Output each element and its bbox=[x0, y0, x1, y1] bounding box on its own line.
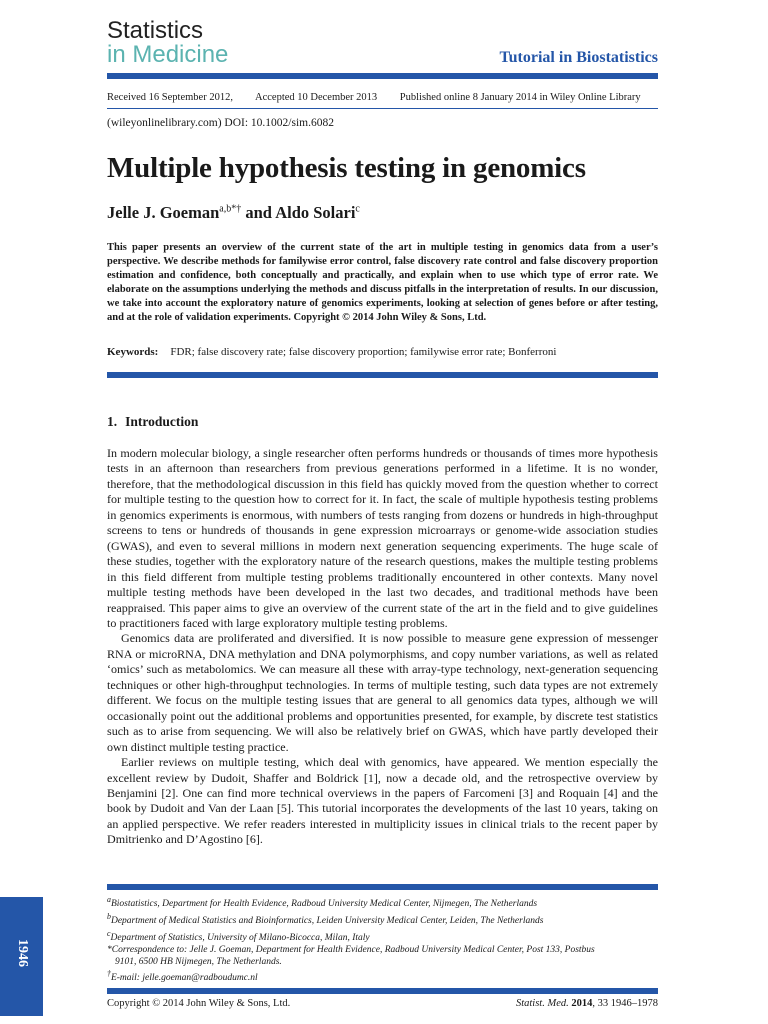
footnote-text: Department of Statistics, University of Milano-Bicocca, Milan, Italy bbox=[110, 933, 370, 944]
received-date: Received 16 September 2012, bbox=[107, 92, 233, 103]
keywords bbox=[107, 346, 556, 358]
footnote-text: Department of Medical Statistics and Bioinformatics, Leiden University Medical Center, Leiden, The Netherlands bbox=[110, 916, 544, 927]
author-affiliation: a,b*† bbox=[219, 203, 242, 215]
author-name: Aldo Solari bbox=[275, 203, 356, 222]
pubinfo-rule bbox=[107, 108, 658, 109]
paragraph: Genomics data are proliferated and diversified. It is now possible to measure gene expression of messenger RNA or microRNA, DNA methylation and DNA polymorphisms, and copy number variations, as well as related ‘omics’ such as metabolomics. We can measure all these with array-type technology, next-generation sequencing techniques or other high-throughput technologies. In terms of multiple testing, such data types are not extremely different. We focus on the multiple testing issues that are general to all genomics data types, although we will occasionally point out the additional problems and opportunities presented, for example, by discrete test statistics such as to arise from sequencing. We will also be relatively brief on GWAS, which have partly developed their own distinct multiple testing practice. bbox=[107, 631, 658, 754]
footnote-marker: a bbox=[107, 895, 111, 904]
paper-title: Multiple hypothesis testing in genomics bbox=[107, 152, 586, 184]
author-conjunction: and bbox=[241, 203, 276, 222]
footnote bbox=[107, 928, 658, 945]
footnote-text: E-mail: jelle.goeman@radboudumc.nl bbox=[110, 973, 258, 984]
footnote-text: *Correspondence to: Jelle J. Goeman, Department for Health Evidence, Radboud University Medical Center, Post 133, Postbus bbox=[107, 944, 595, 955]
abstract-rule bbox=[107, 372, 658, 378]
paragraph: Earlier reviews on multiple testing, which deal with genomics, have appeared. We mention especially the excellent review by Dudoit, Shaffer and Boldrick [1], now a decade old, and the retrospective overview by Benjamini [2]. One can find more technical overviews in the papers of Farcomeni [3] and Roquain [4] and the book by Dudoit and Van der Laan [5]. This tutorial incorporates the developments of the last 10 years, taking on an applied perspective. We refer readers interested in multiplicity issues in clinical trials to the recent paper by Dmitrienko and D’Agostino [6]. bbox=[107, 755, 658, 847]
footnote-marker: † bbox=[107, 969, 111, 979]
body-text bbox=[107, 446, 658, 848]
footnote-marker: c bbox=[107, 928, 111, 938]
journal-abbrev: Statist. Med. bbox=[515, 998, 569, 1009]
keywords-label: Keywords: bbox=[107, 346, 159, 358]
volume-pages: , 33 1946–1978 bbox=[592, 998, 658, 1009]
header-rule bbox=[107, 73, 658, 79]
footnote bbox=[107, 894, 658, 911]
keywords-text: FDR; false discovery rate; false discovery proportion; familywise error rate; Bonferroni bbox=[170, 346, 557, 358]
footnote-marker: b bbox=[107, 911, 111, 921]
footnote-text: Biostatistics, Department for Health Evidence, Radboud University Medical Center, Nijmegen, The Netherlands bbox=[110, 899, 538, 910]
journal-logo-line2: in Medicine bbox=[107, 41, 229, 68]
publication-info bbox=[107, 92, 661, 103]
footnote-rule bbox=[107, 884, 658, 890]
footnotes bbox=[107, 894, 658, 985]
journal-logo-line1: Statistics bbox=[107, 17, 204, 44]
footnote bbox=[107, 968, 658, 985]
footnote bbox=[107, 957, 658, 969]
journal-reference bbox=[516, 998, 658, 1009]
doi-line: (wileyonlinelibrary.com) DOI: 10.1002/sim.6082 bbox=[107, 117, 334, 129]
paragraph: In modern molecular biology, a single researcher often performs hundreds or thousands of times more hypothesis tests in an afternoon than researchers from previous generations performed in a lifetime. It is no wonder, therefore, that the methodological discussion in this field has quickly moved from the question whether to correct for multiple testing to the question how to correct for it. In fact, the scale of multiple hypothesis testing problems in genomics experiments is enormous, with numbers of tests ranging from dozens or hundreds in high-throughput screens to tens or hundreds of thousands in gene expression microarrays or genome-wide association studies (GWAS), and even to several millions in modern next generation sequencing experiments. The huge scale of these studies, together with the exploratory nature of the research questions, makes the multiple testing problems in this field different from multiple testing problems traditionally encountered in other contexts. Many novel multiple testing methods have been developed in the last two decades, and traditional methods have been reappraised. This paper aims to give an overview of the current state of the art in the field and to give guidelines to practitioners faced with large exploratory multiple testing problems. bbox=[107, 446, 658, 630]
footnote-text: 9101, 6500 HB Nijmegen, The Netherlands. bbox=[115, 956, 282, 967]
published-date: Published online 8 January 2014 in Wiley Online Library bbox=[399, 92, 641, 103]
abstract: This paper presents an overview of the current state of the art in multiple testing in genomics data from a user’s perspective. We describe methods for familywise error control, false discovery rate control and false discovery proportion estimation and confidence, both conceptually and practically, and explain when to use which type of error rate. We elaborate on the assumptions underlying the methods and discuss pitfalls in the interpretation of results. In our discussion, we take into account the exploratory nature of genomics experiments, looking at selection of genes before or after testing, and at the role of validation experiments. Copyright © 2014 John Wiley & Sons, Ltd. bbox=[107, 242, 658, 324]
section-title: Introduction bbox=[125, 414, 199, 429]
footer-rule bbox=[107, 988, 658, 994]
footnote bbox=[107, 945, 658, 957]
page-number: 1946 bbox=[15, 939, 30, 967]
author-name: Jelle J. Goeman bbox=[107, 203, 220, 222]
section-number: 1. bbox=[107, 414, 118, 429]
journal-year: 2014 bbox=[571, 998, 593, 1009]
author-affiliation: c bbox=[355, 203, 360, 215]
section-heading bbox=[107, 414, 198, 430]
author-list bbox=[107, 203, 360, 223]
footer-copyright: Copyright © 2014 John Wiley & Sons, Ltd. bbox=[107, 998, 291, 1009]
accepted-date: Accepted 10 December 2013 bbox=[255, 92, 378, 103]
footnote bbox=[107, 911, 658, 928]
article-type: Tutorial in Biostatistics bbox=[499, 49, 658, 66]
